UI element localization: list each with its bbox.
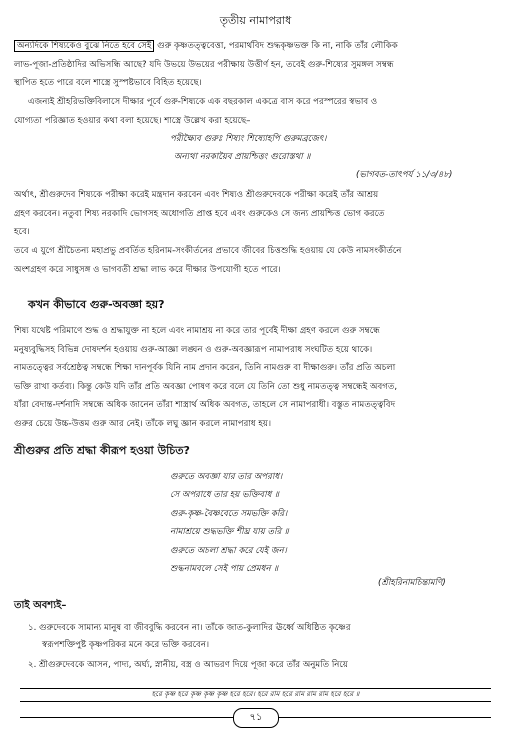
heading-gurur-avajna: কখন কীভাবে গুরু-অবজ্ঞা হয়?: [28, 298, 165, 311]
list-item-1-line-1: ১. গুরুদেবকে সামান্য মানুষ বা জীববুদ্ধি করবেন না। তাঁকে জাত-কুলাদির ঊর্ধ্বে অধিষ্ঠিত কৃষ্ণের: [28, 623, 351, 633]
paragraph-3-line-2: গ্রহণ করবেন। নতুবা শিষ্য নরকাদি ভোগসহ অধোগতি প্রাপ্ত হবে এবং গুরুকেও সে জন্য প্রায়শ্চিত্ত ভোগ করতে: [14, 208, 385, 219]
paragraph-4: [14, 242, 498, 279]
verse-1-line-2: অন্যথা নরকায়ৈব প্রায়শ্চিত্তং গুরোস্তথা ॥: [174, 152, 311, 162]
verse-2-line-4: নামাশ্রয়ে শুদ্ধভক্তি শীঘ্র যায় তরি ॥: [170, 527, 289, 538]
paragraph-5: [14, 322, 498, 434]
paragraph-1-line-2: লাভ-পূজা-প্রতিষ্ঠাদির অভিসন্ধি আছে? যদি উভয়ে উভয়ের পরীক্ষায় উত্তীর্ণ হন, তবেই গুরু-শিষ্যের সুমঙ্গল সম্বন্ধ: [14, 59, 394, 70]
page-header: তৃতীয় নামাপরাধ: [219, 14, 292, 27]
verse-2-line-2: সে অপরাধে তার হয় ভক্তিবাধ ॥: [170, 490, 279, 501]
paragraph-2-line-2: যোগ্যতা পরিজ্ঞাত হওয়ার কথা বলা হয়েছে। শাস্ত্রে উল্লেখ করা হয়েছে–: [14, 115, 251, 126]
paragraph-3-line-1: অর্থাৎ, শ্রীগুরুদেব শিষ্যকে পরীক্ষা করেই মন্ত্রদান করবেন এবং শিষ্যও শ্রীগুরুদেবকে পরীক্ষা করেই তাঁর আশ্রয়: [14, 190, 379, 200]
paragraph-5-line-1: শিষ্য যথেষ্ট পরিমাণে শুদ্ধ ও শ্রদ্ধাযুক্ত না হলে এবং নামাশ্রয় না করে তার পূর্বেই দীক্ষা গ্রহণ করলে গুরু সম্বন্ধে: [14, 326, 380, 336]
page-number: ৭১: [233, 708, 279, 728]
verse-2-line-6: শুদ্ধনামবলে সেই পায় প্রেমধন ॥: [170, 564, 279, 575]
paragraph-1: [14, 37, 498, 93]
paragraph-5-line-2: মনুষ্যবুদ্ধিসহ বিভিন্ন দোষদর্শন হওয়ায় গুরু-আজ্ঞা লঙ্ঘন ও গুরু-অবজ্ঞারূপ নামাপরাধ সংঘটিত হয়ে থাকে।: [14, 344, 373, 355]
verse-1-source: (ভাগবত-তাৎপর্য ১১/৩/৪৮): [356, 170, 453, 180]
verse-2-line-1: গুরুতে অবজ্ঞা যার তার অপরাধ।: [170, 472, 283, 482]
footer-mantra: হরে কৃষ্ণ হরে কৃষ্ণ কৃষ্ণ কৃষ্ণ হরে হরে। হরে রাম হরে রাম রাম রাম হরে হরে ॥: [151, 690, 360, 698]
paragraph-5-line-5: যাঁরা বেদান্ত-দর্শনাদি সম্বন্ধে অধিক জানেন তাঁরা শাস্ত্রার্থ অধিক অবগত, তাহলে সে নামাপরাধী। বস্তুত নামতত্ত্ববিদ: [14, 400, 396, 411]
paragraph-4-line-2: অংশগ্রহণ করে সাধুসঙ্গ ও ভাগবতী শ্রদ্ধা লাভ করে দীক্ষার উপযোগী হতে পারে।: [14, 264, 281, 275]
verse-1-line-1: পরীক্ষ্যৈব গুরুঃ শিষ্যং শিষ্যোহপি গুরুমব্রজেৎ।: [170, 134, 327, 144]
verse-2-source: (শ্রীহরিনামচিন্তামণি): [378, 578, 446, 588]
list-item-1-line-2: স্বরূপশক্তিপুষ্ট কৃষ্ণপরিকর মনে করে ভক্তি করবেন।: [42, 640, 210, 650]
paragraph-5-line-3: নামতত্ত্বের সর্বশ্রেষ্ঠত্ব সম্বন্ধে শিক্ষা দানপূর্বক যিনি নাম প্রদান করেন, তিনি নামগুরু বা দীক্ষাগুরু। তাঁর প্রতি অচলা: [14, 363, 396, 374]
paragraph-4-line-1: তবে এ যুগে শ্রীচৈতন্য মহাপ্রভু প্রবর্তিত হরিনাম-সংকীর্তনের প্রভাবে জীবের চিত্তশুদ্ধি হওয়ায় যে কেউ নামসংকীর্তনে: [14, 246, 402, 256]
verse-2-line-5: গুরুতে অচলা শ্রদ্ধা করে যেই জন।: [170, 545, 287, 556]
verse-2-line-3: গুরু-কৃষ্ণ-বৈষ্ণবেতে সমভক্তি করি।: [170, 508, 288, 519]
heading-tai-abashyai: তাই অবশ্যই–: [14, 600, 67, 611]
paragraph-5-line-4: ভক্তি রাখা কর্তব্য। কিন্তু কেউ যদি তাঁর প্রতি অবজ্ঞা পোষণ করে বলে যে তিনি তো শুধু নামতত্ত্ব সম্বন্ধেই অবগত,: [14, 381, 398, 392]
list-item-2-line-1: ২. শ্রীগুরুদেবকে আসন, পাদ্য, অর্ঘ্য, স্নানীয়, বস্ত্র ও আভরণ দিয়ে পূজা করে তাঁর অনুমতি নিয়ে: [28, 660, 348, 670]
paragraph-3: [14, 186, 498, 242]
paragraph-1-line-3: স্থাপিত হতে পারে বলে শাস্ত্রে সুস্পষ্টভাবে বিহিত হয়েছে।: [14, 78, 202, 89]
verse-2: [170, 468, 289, 578]
paragraph-2-line-1: এজন্যই শ্রীহরিভক্তিবিলাসে দীক্ষার পূর্বে গুরু-শিষ্যকে এক বছরকাল একত্রে বাস করে পরস্পরের স্বভাব ও: [28, 97, 378, 107]
highlighted-text: অন্যদিকে শিষ্যকেও বুঝে নিতে হবে সেই: [14, 40, 154, 52]
list-item-2: [28, 657, 498, 674]
paragraph-1-line-1: গুরু কৃষ্ণতত্ত্ববেত্তা, পরমার্থবিদ শুদ্ধকৃষ্ণভক্ত কি না, নাকি তাঁর লৌকিক: [154, 41, 398, 51]
paragraph-3-line-3: হবে।: [14, 227, 30, 238]
heading-shraddha: শ্রীগুরুর প্রতি শ্রদ্ধা কীরূপ হওয়া উচিত?: [14, 444, 190, 457]
paragraph-2: [14, 93, 498, 130]
paragraph-5-line-6: গুরুর চেয়ে উচ্চ-উত্তম গুরু আর নেই। তাঁকে লঘু জ্ঞান করলে নামাপরাধ হয়।: [14, 418, 272, 429]
list-item-1: [28, 620, 498, 654]
